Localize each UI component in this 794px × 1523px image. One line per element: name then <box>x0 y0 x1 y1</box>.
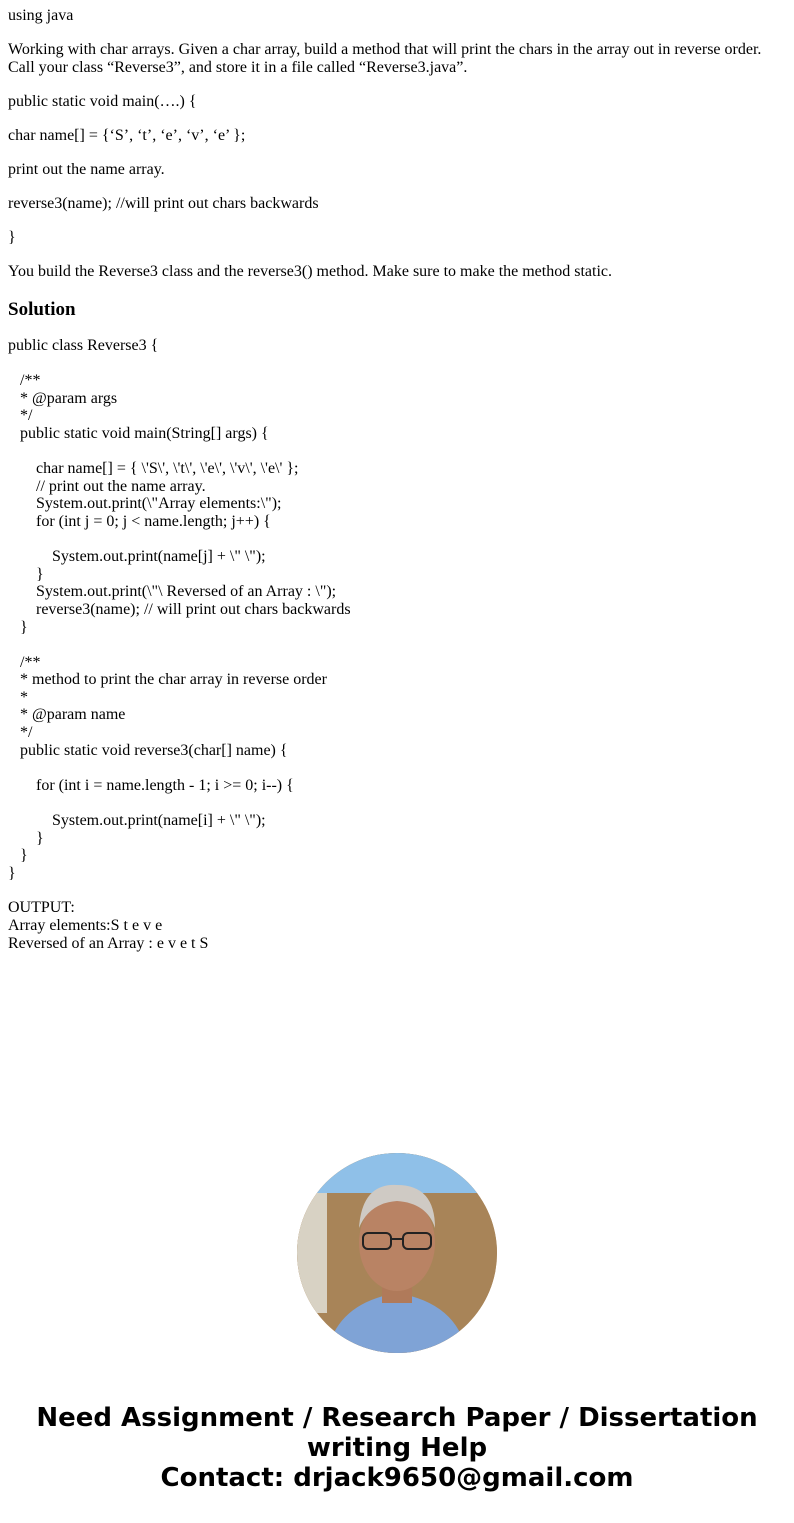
question-line: using java <box>8 7 74 24</box>
question-line: reverse3(name); //will print out chars backwards <box>8 195 319 212</box>
code-line: */ <box>20 724 33 742</box>
code-line: System.out.print(name[i] + \" \"); <box>52 812 266 830</box>
question-description: Working with char arrays. Given a char array, build a method that will print the chars in the array out in reverse order. Call your class “Reverse3”, and store it in a file called “Reverse3.java”. <box>8 41 762 76</box>
code-line: public static void reverse3(char[] name) { <box>20 741 288 759</box>
question-line: print out the name array. <box>8 161 165 178</box>
output-line: Reversed of an Array : e v e t S <box>8 935 209 953</box>
blank-line <box>8 531 778 549</box>
contact-banner <box>0 1403 794 1493</box>
output-line: OUTPUT: <box>8 899 75 917</box>
code-line: // print out the name array. <box>36 477 206 495</box>
document <box>8 0 778 953</box>
code-line: * <box>20 688 28 706</box>
output-line: Array elements:S t e v e <box>8 917 163 935</box>
code-line: } <box>36 829 44 847</box>
question-line: char name[] = {‘S’, ‘t’, ‘e’, ‘v’, ‘e’ }; <box>8 127 246 144</box>
code-line: /** <box>20 372 41 390</box>
blank-line <box>8 355 778 373</box>
code-line: char name[] = { \'S\', \'t\', \'e\', \'v\', \'e\' }; <box>36 460 299 478</box>
code-line: public class Reverse3 { <box>8 337 159 354</box>
question-line: public static void main(….) { <box>8 93 197 110</box>
blank-line <box>8 443 778 461</box>
code-line: * @param name <box>20 706 126 724</box>
code-line: System.out.print(name[j] + \" \"); <box>52 548 266 566</box>
code-line: } <box>20 618 28 636</box>
code-block <box>8 337 778 882</box>
code-line: reverse3(name); // will print out chars backwards <box>36 600 351 618</box>
question-line: } <box>8 229 16 246</box>
banner-contact: Contact: drjack9650@gmail.com <box>160 1463 634 1493</box>
code-line: * method to print the char array in reverse order <box>20 671 327 689</box>
code-line: public static void main(String[] args) { <box>20 424 269 442</box>
code-line: * @param args <box>20 389 118 407</box>
code-line: } <box>36 565 44 583</box>
question-line: You build the Reverse3 class and the reverse3() method. Make sure to make the method static. <box>8 263 612 280</box>
code-line: */ <box>20 407 33 425</box>
blank-line <box>8 636 778 654</box>
program-output <box>8 899 778 953</box>
code-line: for (int i = name.length - 1; i >= 0; i--) { <box>36 776 294 794</box>
author-photo <box>297 1153 497 1353</box>
code-line: for (int j = 0; j < name.length; j++) { <box>36 512 271 530</box>
blank-line <box>8 759 778 777</box>
banner-line: writing Help <box>306 1433 488 1463</box>
code-line: System.out.print(\"\ Reversed of an Array : \"); <box>36 583 337 601</box>
blank-line <box>8 794 778 812</box>
code-line: } <box>8 864 16 882</box>
banner-line: Need Assignment / Research Paper / Dissertation <box>36 1403 758 1433</box>
code-line: /** <box>20 653 41 671</box>
solution-heading: Solution <box>8 299 76 320</box>
code-line: System.out.print(\"Array elements:\"); <box>36 495 282 513</box>
code-line: } <box>20 847 28 865</box>
